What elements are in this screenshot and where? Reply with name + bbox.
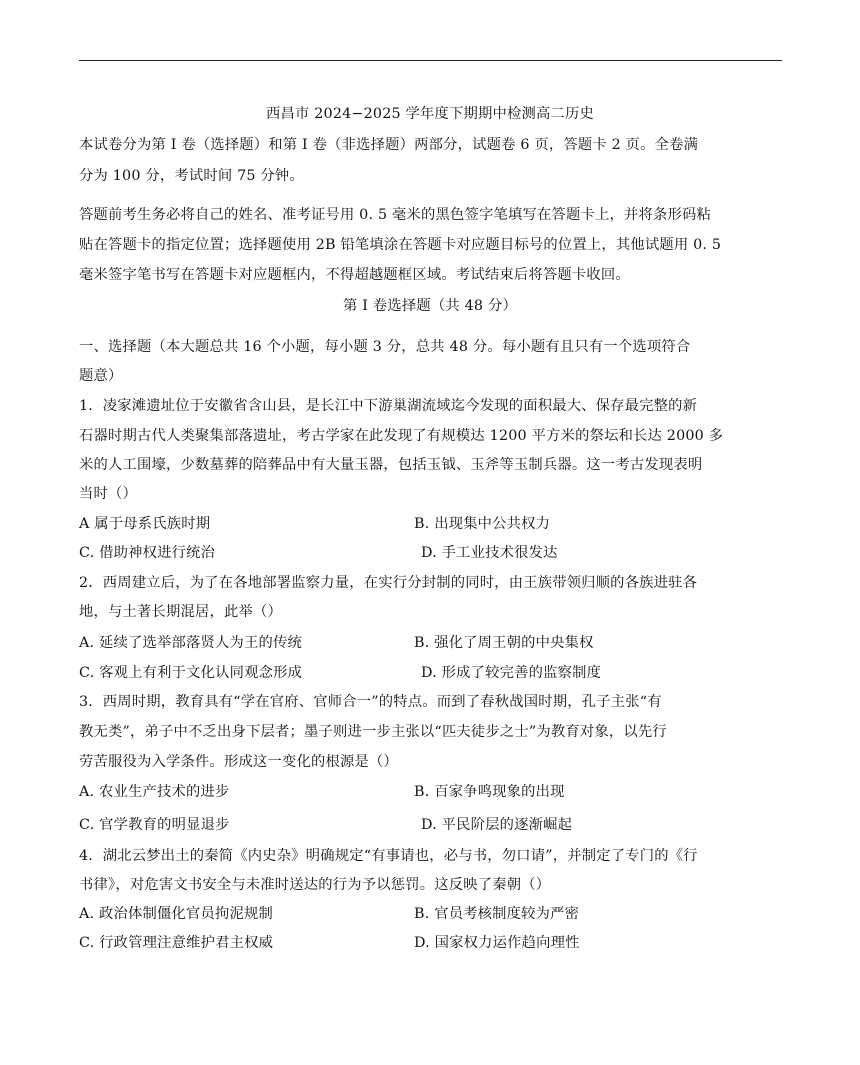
q3-option-a: A. 农业生产技术的进步 — [79, 784, 230, 800]
part-instruction-line-1: 一、选择题（本大题总共 16 个小题，每小题 3 分，总共 48 分。每小题有且只有一个选项符合 — [79, 339, 691, 355]
q2-option-d: D. 形成了较完善的监察制度 — [421, 665, 602, 681]
q2-stem-line-2: 地，与土著长期混居，此举（） — [79, 604, 282, 620]
notice-line-2: 贴在答题卡的指定位置；选择题使用 2B 铅笔填涂在答题卡对应题目标号的位置上，其他试题用 0. 5 — [79, 237, 722, 253]
q4-option-d: D. 国家权力运作趋向理性 — [414, 935, 580, 951]
q1-option-a: A 属于母系氏族时期 — [79, 516, 211, 532]
q2-option-b: B. 强化了周王朝的中央集权 — [414, 635, 594, 651]
q1-option-b: B. 出现集中公共权力 — [414, 516, 551, 532]
q1-stem-line-3: 米的人工围壕，少数墓葬的陪葬品中有大量玉器，包括玉钺、玉斧等玉制兵器。这一考古发现表明 — [79, 457, 703, 473]
q1-stem-line-2: 石器时期古代人类聚集部落遗址，考古学家在此发现了有规模达 1200 平方米的祭坛和长达 2000 多 — [79, 428, 724, 444]
section-title: 第 I 卷选择题（共 48 分） — [343, 298, 517, 314]
notice-line-1: 答题前考生务必将自己的姓名、准考证号用 0. 5 毫米的黑色签字笔填写在答题卡上，并将条形码粘 — [79, 207, 711, 223]
header-rule — [79, 60, 782, 61]
q4-stem-line-1: 4．湖北云梦出土的秦简《内史杂》明确规定“有事请也，必与书，勿口请”，并制定了专门的《行 — [79, 848, 698, 864]
q4-option-a: A. 政治体制僵化官员拘泥规制 — [79, 906, 273, 922]
part-instruction-line-2: 题意） — [79, 368, 123, 384]
notice-line-3: 毫米签字笔书写在答题卡对应题框内，不得超越题框区域。考试结束后将答题卡收回。 — [79, 267, 630, 283]
q2-stem-line-1: 2．西周建立后，为了在各地部署监察力量，在实行分封制的同时，由王族带领归顺的各族进驻各 — [79, 575, 698, 591]
q1-stem-line-1: 1．凌家滩遗址位于安徽省含山县，是长江中下游巢湖流域迄今发现的面积最大、保存最完整的新 — [79, 398, 698, 414]
page-title: 西昌市 2024−2025 学年度下期期中检测高二历史 — [266, 106, 594, 122]
q3-stem-line-3: 劳苦服役为入学条件。形成这一变化的根源是（） — [79, 754, 398, 770]
q4-option-b: B. 官员考核制度较为严密 — [414, 906, 580, 922]
q3-option-d: D. 平民阶层的逐渐崛起 — [421, 817, 573, 833]
q3-option-c: C. 官学教育的明显退步 — [79, 817, 230, 833]
q2-option-a: A. 延续了选举部落贤人为王的传统 — [79, 635, 302, 651]
q3-option-b: B. 百家争鸣现象的出现 — [414, 784, 565, 800]
q1-option-d: D. 手工业技术很发达 — [421, 545, 558, 561]
q2-option-c: C. 客观上有利于文化认同观念形成 — [79, 665, 303, 681]
q4-stem-line-2: 书律》，对危害文书安全与未准时送达的行为予以惩罚。这反映了秦朝（） — [79, 877, 551, 893]
intro-line-1: 本试卷分为第 I 卷（选择题）和第 I 卷（非选择题）两部分，试题卷 6 页，答题卡 2 页。全卷满 — [79, 137, 699, 153]
q1-option-c: C. 借助神权进行统治 — [79, 545, 216, 561]
q4-option-c: C. 行政管理注意维护君主权威 — [79, 935, 274, 951]
q3-stem-line-1: 3．西周时期，教育具有“学在官府、官师合一”的特点。而到了春秋战国时期，孔子主张“有 — [79, 694, 662, 710]
intro-line-2: 分为 100 分，考试时间 75 分钟。 — [79, 168, 304, 184]
q1-stem-line-4: 当时（） — [79, 486, 137, 502]
q3-stem-line-2: 教无类”，弟子中不乏出身下层者；墨子则进一步主张以“匹夫徒步之士”为教育对象，以先行 — [79, 724, 667, 740]
